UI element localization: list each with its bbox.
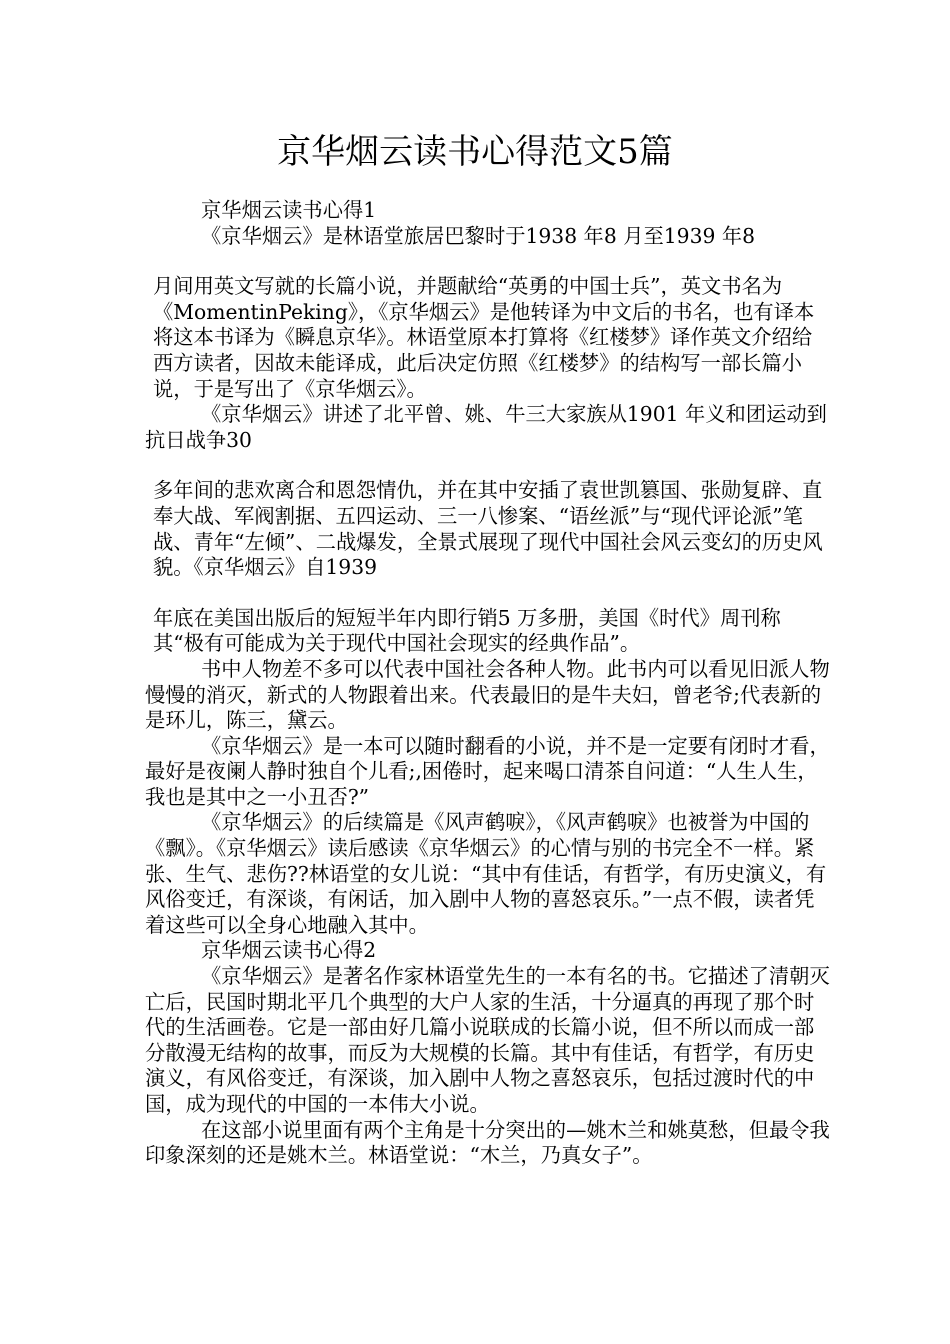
section-heading: 京华烟云读书心得2 — [201, 938, 377, 963]
paragraph: 多年间的悲欢离合和恩怨情仇，并在其中安插了袁世凯篡国、张勋复辟、直奉大战、军阀割据、五四运动、三一八惨案、“语丝派”与“现代评论派”笔战、青年“左倾”、二战爆发，全景式展现了现代中国社会风云变幻的历史风貌。《京华烟云》自1939 — [153, 478, 823, 580]
section-heading: 京华烟云读书心得1 — [201, 198, 377, 222]
paragraph: 《京华烟云》是著名作家林语堂先生的一本有名的书。它描述了清朝灭亡后，民国时期北平几个典型的大户人家的生活，十分逼真的再现了那个时代的生活画卷。它是一部由好几篇小说联成的长篇小说，但不所以而成一部分散漫无结构的故事，而反为大规模的长篇。其中有佳话，有哲学，有历史演义，有风俗变迁，有深谈，加入剧中人物之喜怒哀乐，包括过渡时代的中国，成为现代的中国的一本伟大小说。 — [145, 964, 830, 1116]
paragraph: 在这部小说里面有两个主角是十分突出的—姚木兰和姚莫愁，但最令我印象深刻的还是姚木兰。林语堂说：“木兰，乃真女子”。 — [145, 1117, 830, 1168]
paragraph: 《京华烟云》的后续篇是《风声鹤唳》，《风声鹤唳》也被誉为中国的《飘》。《京华烟云》读后感读《京华烟云》的心情与别的书完全不一样。紧张、生气、悲伤??林语堂的女儿说：“其中有佳话，有哲学，有历史演义，有风俗变迁，有深谈，有闲话，加入剧中人物的喜怒哀乐。”一点不假，读者凭着这些可以全身心地融入其中。 — [145, 810, 827, 937]
paragraph: 月间用英文写就的长篇小说，并题献给“英勇的中国士兵”，英文书名为《MomentinPeking》，《京华烟云》是他转译为中文后的书名，也有译本将这本书译为《瞬息京华》。林语堂原本打算将《红楼梦》译作英文介绍给西方读者，因故未能译成，此后决定仿照《红楼梦》的结构写一部长篇小说，于是写出了《京华烟云》。 — [153, 274, 815, 401]
paragraph: 年底在美国出版后的短短半年内即行销5 万多册，美国《时代》周刊称其“极有可能成为关于现代中国社会现实的经典作品”。 — [153, 605, 781, 656]
paragraph: 《京华烟云》是林语堂旅居巴黎时于1938 年8 月至1939 年8 — [201, 223, 756, 248]
paragraph: 《京华烟云》讲述了北平曾、姚、牛三大家族从1901 年义和团运动到抗日战争30 — [145, 402, 827, 452]
document-title: 京华烟云读书心得范文5篇 — [277, 132, 673, 172]
paragraph: 书中人物差不多可以代表中国社会各种人物。此书内可以看见旧派人物慢慢的消灭，新式的人物跟着出来。代表最旧的是牛夫妇，曾老爷;代表新的是环儿，陈三，黛云。 — [145, 656, 830, 733]
paragraph: 《京华烟云》是一本可以随时翻看的小说，并不是一定要有闭时才看，最好是夜阑人静时独自个儿看;,困倦时，起来喝口清茶自问道：“人生人生，我也是其中之一小丑否?” — [145, 733, 830, 809]
document-body — [145, 198, 830, 1169]
